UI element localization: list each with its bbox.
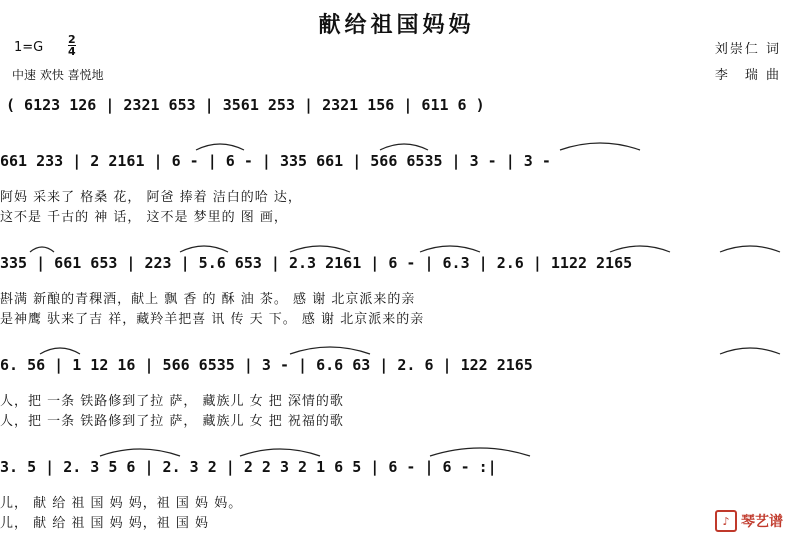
lyric-row-3-verse-1: 斟满 新酿的青稞酒，献上 飘 香 的 酥 油 茶。 感 谢 北京派来的亲 (0, 292, 416, 307)
notation-row-4: 6. 56 | 1 12 16 | 566 6535 | 3 - | 6.6 63 | 2. 6 | 122 2165 (0, 356, 533, 374)
key-signature: 1=G (14, 40, 44, 55)
lyric-row-5-verse-1: 儿， 献 给 祖 国 妈 妈，祖 国 妈 妈。 (0, 496, 243, 511)
lyricist-credit: 刘崇仁 词 (714, 42, 781, 57)
time-bottom: 4 (68, 45, 76, 58)
lyric-row-4-verse-1: 人，把 一条 铁路修到了拉 萨， 藏族儿 女 把 深情的歌 (0, 394, 344, 409)
music-note-icon: ♪ (715, 510, 737, 532)
notation-row-2: 661 233 | 2 2161 | 6 - | 6 - | 335 661 | 566 6535 | 3 - | 3 - (0, 152, 551, 170)
lyric-row-4-verse-2: 人，把 一条 铁路修到了拉 萨， 藏族儿 女 把 祝福的歌 (0, 414, 344, 429)
notation-row-1: ( 6123 126 | 2321 653 | 3561 253 | 2321 156 | 611 6 ) (6, 96, 485, 114)
notation-row-5: 3. 5 | 2. 3 5 6 | 2. 3 2 | 2 2 3 2 1 6 5 | 6 - | 6 - :| (0, 458, 497, 476)
tempo-marking: 中速 欢快 喜悦地 (12, 68, 104, 82)
watermark-logo (715, 510, 783, 532)
watermark-text: 琴艺谱 (741, 514, 783, 530)
composer-credit: 李 瑞 曲 (714, 68, 781, 83)
lyric-row-2-verse-1: 阿妈 采来了 格桑 花， 阿爸 捧着 洁白的哈 达， (0, 190, 302, 205)
lyric-row-5-verse-2: 儿， 献 给 祖 国 妈 妈，祖 国 妈 (0, 516, 210, 531)
lyric-row-2-verse-2: 这不是 千古的 神 话， 这不是 梦里的 图 画， (0, 210, 288, 225)
time-top: 2 (68, 33, 76, 46)
song-title: 献给祖国妈妈 (318, 13, 475, 38)
lyric-row-3-verse-2: 是神鹰 驮来了吉 祥，藏羚羊把喜 讯 传 天 下。 感 谢 北京派来的亲 (0, 312, 425, 327)
notation-row-3: 335 | 661 653 | 223 | 5.6 653 | 2.3 2161 | 6 - | 6.3 | 2.6 | 1122 2165 (0, 254, 633, 272)
